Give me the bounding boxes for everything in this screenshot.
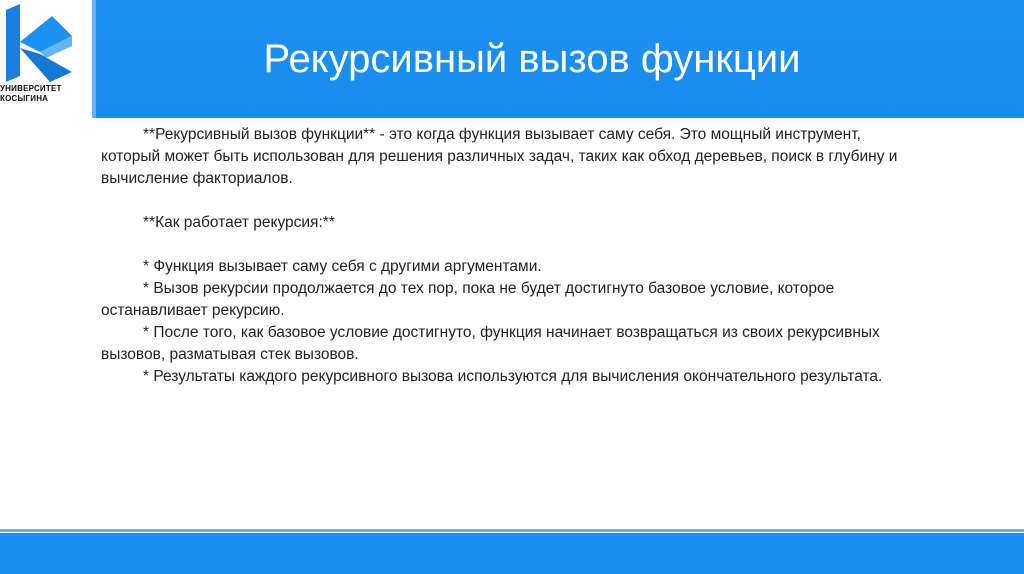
university-logo (0, 0, 92, 118)
bullet-3-cont: вызовов, разматывая стек вызовов. (101, 346, 359, 363)
logo-k-icon (0, 2, 92, 86)
bullet-1-text: * Функция вызывает саму себя с другими аргументами. (143, 258, 542, 275)
intro-paragraph (101, 124, 1021, 190)
heading-text: **Как работает рекурсия:** (143, 214, 335, 231)
intro-line-3: вычисление факториалов. (101, 170, 293, 187)
footer-bar (0, 533, 1024, 574)
logo-line-2: КОСЫГИНА (0, 94, 49, 103)
bullet-1 (101, 256, 1021, 278)
logo-line-1: УНИВЕРСИТЕТ (0, 84, 62, 93)
bullet-2 (101, 278, 1021, 322)
bullet-3-text: * После того, как базовое условие достигнуто, функция начинает возвращаться из своих рекурсивных (143, 324, 880, 341)
slide-title: Рекурсивный вызов функции (263, 37, 801, 81)
bullet-4-text: * Результаты каждого рекурсивного вызова используются для вычисления окончательного результата. (143, 368, 883, 385)
footer-accent-line (0, 529, 1024, 532)
logo-text (0, 84, 92, 104)
bullet-3 (101, 322, 1021, 366)
bullet-4 (101, 366, 1021, 388)
intro-line-1: **Рекурсивный вызов функции** - это когда функция вызывает саму себя. Это мощный инструмент, (143, 126, 861, 143)
intro-line-2: который может быть использован для решения различных задач, таких как обход деревьев, поиск в глубину и (101, 148, 898, 165)
slide-content (101, 124, 1021, 388)
bullet-2-cont: останавливает рекурсию. (101, 302, 285, 319)
section-heading (101, 212, 1021, 234)
bullet-2-text: * Вызов рекурсии продолжается до тех пор, пока не будет достигнуто базовое условие, которое (143, 280, 835, 297)
